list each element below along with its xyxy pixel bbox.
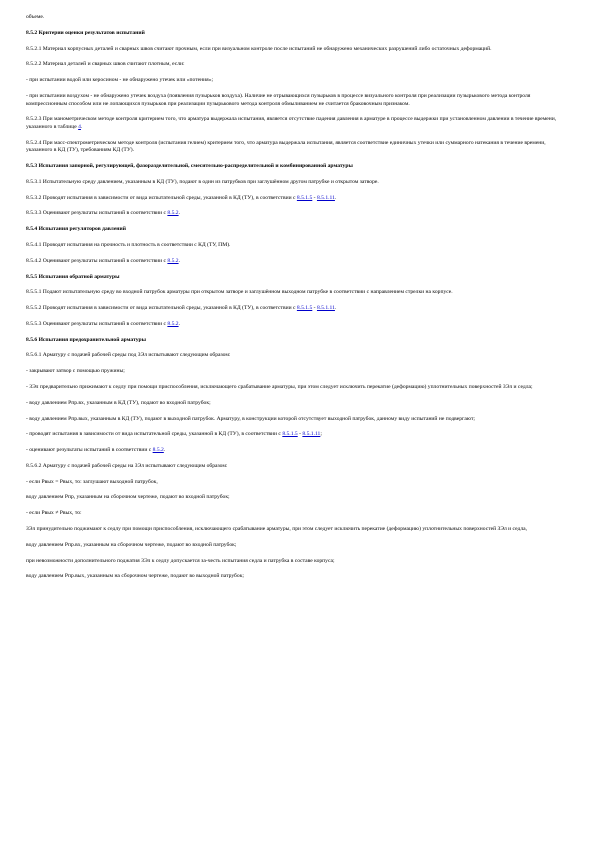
paragraph (26, 116, 566, 131)
paragraph-text: 8.5.2.2 Материал деталей и сварных швов считают плотным, если: (26, 61, 185, 68)
paragraph-text: 8.5.5.3 Оценивают результаты испытаний в соответствии с (26, 320, 168, 327)
section-heading (26, 226, 566, 234)
clause-link[interactable]: 8.5.1.11 (316, 305, 335, 312)
section-heading (26, 274, 566, 282)
paragraph-tail: ; (320, 431, 322, 438)
paragraph-text: 8.5.4.1 Проводят испытания на прочность и плотность в соответствии с КД (ТУ, ПМ). (26, 241, 231, 248)
clause-link[interactable]: 4 (78, 123, 81, 130)
paragraph (26, 463, 566, 471)
paragraph (26, 61, 566, 69)
paragraph (26, 321, 566, 329)
section-heading (26, 30, 566, 38)
range-separator: - (297, 431, 303, 438)
paragraph-text: 8.5.2 Критерии оценки результатов испытаний (26, 29, 145, 36)
paragraph (26, 93, 566, 108)
paragraph-text: - если Рвых ≠ Рвых, то: (26, 510, 82, 517)
paragraph-tail: . (334, 194, 337, 201)
paragraph (26, 384, 566, 392)
clause-link[interactable]: 8.5.2 (167, 257, 179, 264)
paragraph-text: 8.5.5 Испытания обратной арматуры (26, 273, 120, 280)
paragraph-text: - проводят испытания в зависимости от вида испытательной среды, указанной в КД (ТУ), в соответствии с (26, 431, 283, 438)
range-separator: - (312, 305, 317, 312)
paragraph (26, 179, 566, 187)
paragraph-text: при невозможности дополнительного поджатия ЗЭл к седлу допускается за-честь испытания седла и патрубка в составе корпуса; (26, 557, 335, 564)
paragraph (26, 447, 566, 455)
clause-link[interactable]: 8.5.2 (167, 210, 179, 217)
paragraph-text: 8.5.2.1 Материал корпусных деталей и сварных швов считают прочным, если при визуальном контроле после испытаний не обнаружено механических разрушений либо остаточных деформаций. (26, 45, 492, 52)
clause-link[interactable]: 8.5.1.11 (302, 431, 321, 438)
paragraph-text: 8.5.4.2 Оценивают результаты испытаний в соответствии с (26, 257, 168, 264)
paragraph-text: 8.5.6.1 Арматуру с подачей рабочей среды под ЗЭл испытывают следующим образом: (26, 352, 231, 359)
paragraph-tail: . (163, 447, 166, 454)
paragraph-text: 8.5.5.1 Подают испытательную среду во входной патрубок арматуры при открытом затворе и заглушённом выходном патрубке в соответствии с направлением стрелки на корпусе. (26, 289, 453, 296)
paragraph-text: 8.5.3.3 Оценивают результаты испытаний в соответствии с (26, 210, 168, 217)
paragraph (26, 494, 566, 502)
section-heading (26, 163, 566, 171)
paragraph (26, 400, 566, 408)
clause-link[interactable]: 8.5.1.11 (316, 194, 335, 201)
paragraph-text: воду давлением Рпр, указанным на сборочном чертеже, подают во входной патрубок; (26, 494, 230, 501)
paragraph-text: воду давлением Рпр.вх, указанным на сборочном чертеже, подают во входной патрубок; (26, 541, 237, 548)
paragraph-text: 8.5.3.1 Испытательную среду давлением, указанным в КД (ТУ), подают в один из патрубков при заглушённом другом патрубке и открытом затворе. (26, 178, 379, 185)
paragraph-text: воду давлением Рпр.вых, указанным на сборочном чертеже, подают во выходной патрубок; (26, 573, 244, 580)
section-heading (26, 337, 566, 345)
paragraph (26, 140, 566, 155)
paragraph-text: - воду давлением Рпр.вх, указанным в КД (ТУ), подают во входной патрубок; (26, 399, 211, 406)
clause-link[interactable]: 8.5.2 (152, 447, 164, 454)
paragraph-text: ЗЭл принудительно поджимают к седлу при помощи приспособления, исключающего срабатывание арматуры, при этом следует исключить перекатие (деформацию) уплотнительных поверхностей ЗЭл и седла, (26, 526, 528, 532)
paragraph (26, 14, 566, 22)
paragraph-text: - оценивают результаты испытаний в соответствии с (26, 447, 153, 454)
paragraph (26, 368, 566, 376)
paragraph (26, 242, 566, 250)
paragraph-tail: . (178, 320, 180, 327)
document-body (26, 14, 566, 589)
paragraph-text: 8.5.6.2 Арматуру с подачей рабочей среды на ЗЭл испытывают следующим образом: (26, 462, 228, 469)
paragraph-text: - закрывают затвор с помощью пружины; (26, 368, 125, 375)
paragraph (26, 258, 566, 266)
paragraph-text: объеме. (26, 14, 45, 20)
paragraph-text: 8.5.4 Испытания регуляторов давлений (26, 226, 126, 233)
paragraph (26, 46, 566, 54)
paragraph-tail: . (178, 210, 180, 217)
paragraph (26, 542, 566, 550)
clause-link[interactable]: 8.5.1.5 (282, 431, 298, 438)
paragraph (26, 210, 566, 218)
paragraph-text: 8.5.6 Испытания предохранительной арматуры (26, 336, 147, 343)
paragraph-tail: . (334, 305, 337, 312)
paragraph-tail: . (178, 257, 180, 264)
paragraph (26, 526, 566, 534)
paragraph-text: 8.5.5.2 Проводят испытания в зависимости от вида испытательной среды, указанной в КД (ТУ), в соответствии с (26, 305, 297, 312)
range-separator: - (312, 194, 317, 201)
paragraph (26, 416, 566, 424)
paragraph-text: - при испытании воздухом - не обнаружено утечек воздуха (появления пузырьков воздуха). Наличие не отрывающихся пузырьков в процессе визуального контроля при реализации пузырькового метода контроля компрессионным способом или не лопающихся пузырьков при реализации пузырькового метода контроля обмыливанием не считается браковочным признаком. (26, 92, 531, 107)
paragraph-text: - ЗЭл предварительно прижимают к седлу при помощи приспособления, исключающего срабатывание арматуры, при этом следует исключить перекатие (деформацию) уплотнительных поверхностей ЗЭл и седла; (26, 383, 533, 390)
clause-link[interactable]: 8.5.1.5 (296, 305, 313, 312)
paragraph (26, 479, 566, 487)
paragraph-text: 8.5.2.3 При манометрическом методе контроля критерием того, что арматура выдержала испытания, является отсутствие падения давления в арматуре в процессе выдержки при установленном давлении в течение времени, указанного в таблице (26, 116, 557, 130)
paragraph (26, 573, 566, 581)
paragraph-text: 8.5.3 Испытания запорной, регулирующей, фазоразделительной, смесительно-распределительной и комбинированной арматуры (26, 163, 353, 170)
paragraph (26, 352, 566, 360)
paragraph-text: 8.5.2.4 При масс-спектрометрическом методе контроля (испытания гелием) критерием того, что арматура выдержала испытания, является соответствие единичных утечки или суммарного натекания в течение времени, указанного в КД (ТУ), требованиям КД (ТУ). (26, 139, 546, 154)
paragraph (26, 77, 566, 85)
paragraph (26, 510, 566, 518)
clause-link[interactable]: 8.5.2 (167, 320, 179, 327)
paragraph-tail: . (80, 123, 83, 130)
paragraph-text: 8.5.3.2 Проводят испытания в зависимости от вида испытательной среды, указанной в КД (ТУ), в соответствии с (26, 194, 297, 201)
paragraph (26, 195, 566, 203)
paragraph-text: - если Рвых = Рвых, то: заглушают выходной патрубок, (26, 478, 158, 485)
paragraph (26, 289, 566, 297)
clause-link[interactable]: 8.5.1.5 (296, 194, 313, 201)
paragraph (26, 431, 566, 439)
paragraph-text: - при испытании водой или керосином - не обнаружено утечек или «потения»; (26, 77, 214, 84)
paragraph-text: - воду давлением Рпр.вых, указанным в КД (ТУ), подают в выходной патрубок. Арматуру, в конструкции которой отсутствует выходной патрубок, данному виду испытаний не подвергают; (26, 415, 475, 422)
paragraph (26, 558, 566, 566)
paragraph (26, 305, 566, 313)
